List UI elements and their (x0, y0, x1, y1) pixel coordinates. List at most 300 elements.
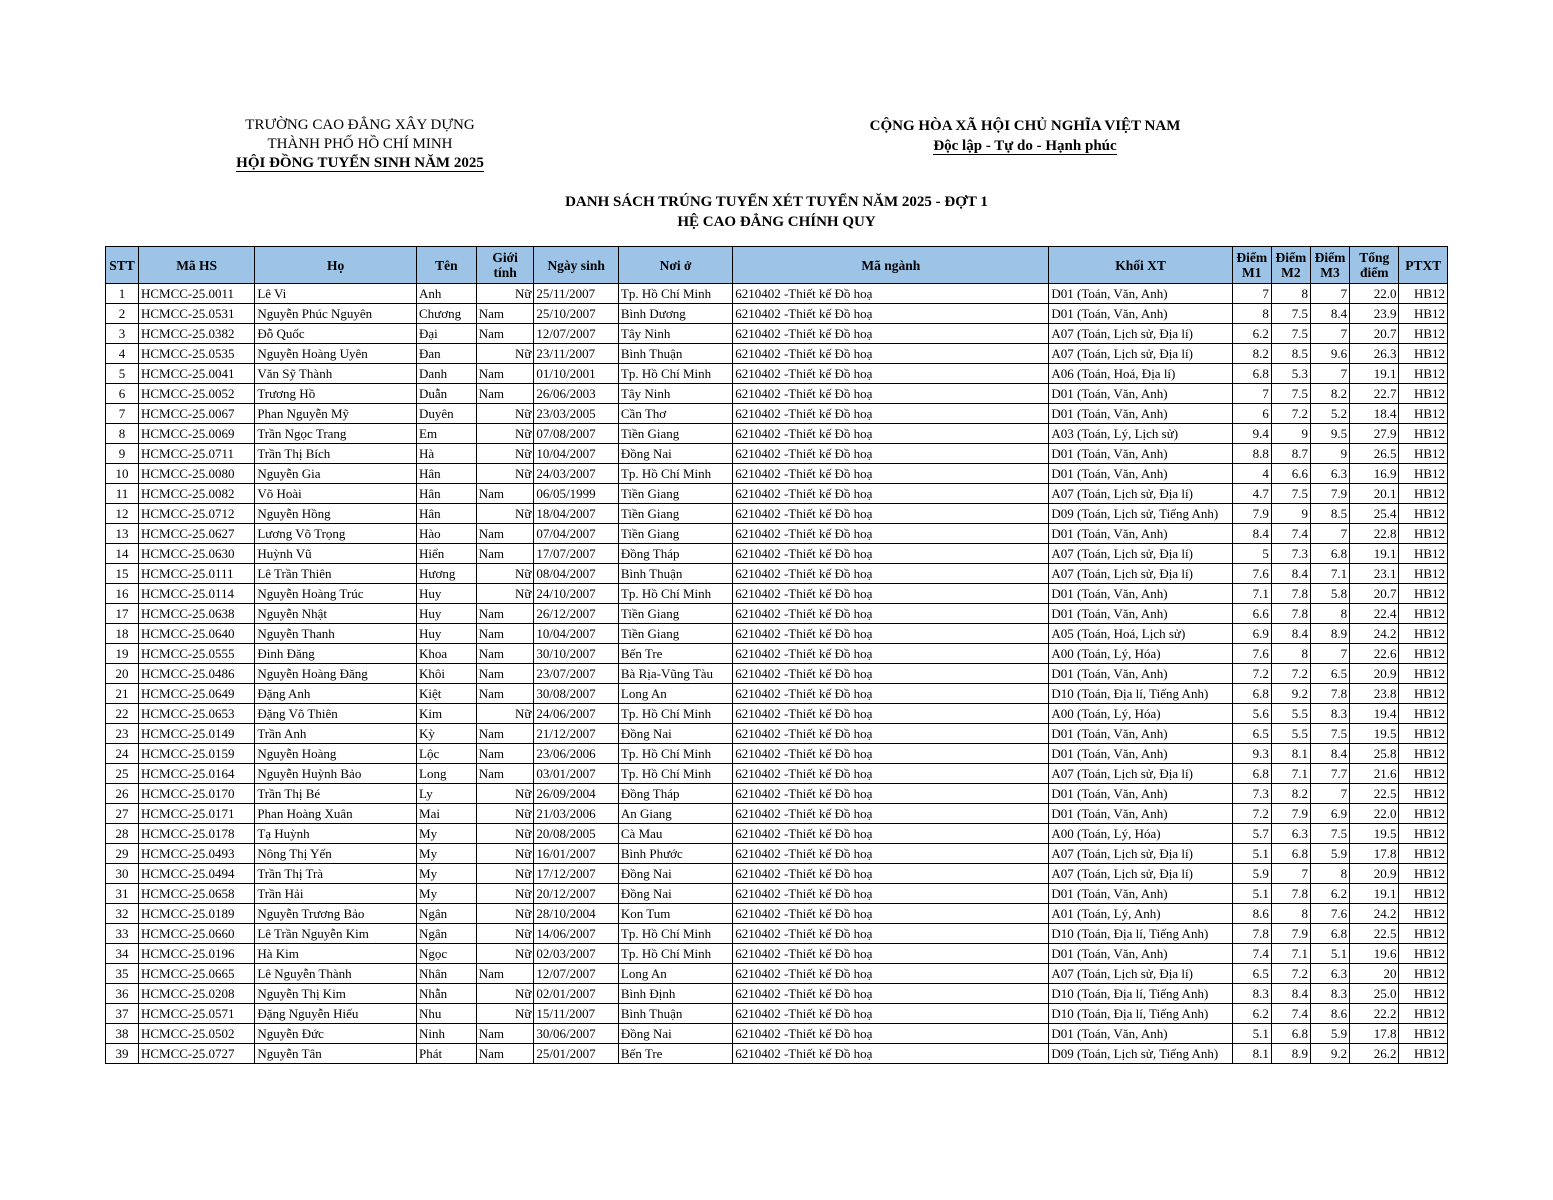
ten-cell: Huy (417, 624, 477, 644)
gioi-tinh-cell: Nam (476, 604, 534, 624)
ptxt-cell: HB12 (1399, 1004, 1448, 1024)
ten-cell: My (417, 864, 477, 884)
m3-cell: 7 (1310, 644, 1349, 664)
ho-cell: Lương Võ Trọng (255, 524, 417, 544)
stt-cell: 14 (106, 544, 139, 564)
m2-cell: 6.8 (1271, 1024, 1310, 1044)
ma-hs-cell: HCMCC-25.0711 (138, 444, 254, 464)
m2-cell: 9.2 (1271, 684, 1310, 704)
ten-cell: Anh (417, 284, 477, 304)
ma-nganh-cell: 6210402 -Thiết kế Đồ hoạ (733, 284, 1049, 304)
ma-nganh-cell: 6210402 -Thiết kế Đồ hoạ (733, 384, 1049, 404)
m3-cell: 8.4 (1310, 744, 1349, 764)
table-row (106, 344, 1448, 364)
admission-table (105, 246, 1448, 1064)
m3-cell: 6.8 (1310, 924, 1349, 944)
ho-cell: Lê Trần Nguyễn Kim (255, 924, 417, 944)
m2-cell: 7.5 (1271, 484, 1310, 504)
org-line-2: THÀNH PHỐ HỒ CHÍ MINH (267, 136, 453, 152)
ma-nganh-cell: 6210402 -Thiết kế Đồ hoạ (733, 644, 1049, 664)
m1-cell: 7 (1232, 384, 1271, 404)
stt-cell: 18 (106, 624, 139, 644)
noi-o-cell: Bà Rịa-Vũng Tàu (618, 664, 732, 684)
table-row (106, 564, 1448, 584)
tong-diem-cell: 26.2 (1350, 1044, 1399, 1064)
noi-o-cell: Bình Thuận (618, 564, 732, 584)
ngay-sinh-cell: 23/06/2006 (534, 744, 618, 764)
table-row (106, 484, 1448, 504)
ma-nganh-cell: 6210402 -Thiết kế Đồ hoạ (733, 484, 1049, 504)
stt-cell: 35 (106, 964, 139, 984)
stt-cell: 8 (106, 424, 139, 444)
m3-cell: 8.3 (1310, 704, 1349, 724)
m1-cell: 8.8 (1232, 444, 1271, 464)
ho-cell: Huỳnh Vũ (255, 544, 417, 564)
noi-o-cell: Đồng Nai (618, 444, 732, 464)
ma-hs-cell: HCMCC-25.0069 (138, 424, 254, 444)
m2-cell: 6.6 (1271, 464, 1310, 484)
org-line-3 (200, 154, 520, 173)
ngay-sinh-cell: 01/10/2001 (534, 364, 618, 384)
tong-diem-cell: 17.8 (1350, 844, 1399, 864)
gioi-tinh-cell: Nữ (476, 864, 534, 884)
ptxt-cell: HB12 (1399, 664, 1448, 684)
ho-cell: Lê Vi (255, 284, 417, 304)
table-row (106, 704, 1448, 724)
ma-nganh-cell: 6210402 -Thiết kế Đồ hoạ (733, 1044, 1049, 1064)
m1-cell: 6.8 (1232, 364, 1271, 384)
gioi-tinh-cell: Nữ (476, 944, 534, 964)
ma-nganh-cell: 6210402 -Thiết kế Đồ hoạ (733, 804, 1049, 824)
stt-cell: 22 (106, 704, 139, 724)
ma-hs-cell: HCMCC-25.0535 (138, 344, 254, 364)
m2-cell: 7.5 (1271, 304, 1310, 324)
m1-cell: 5.1 (1232, 884, 1271, 904)
noi-o-cell: Bình Định (618, 984, 732, 1004)
ptxt-cell: HB12 (1399, 484, 1448, 504)
stt-cell: 25 (106, 764, 139, 784)
ma-hs-cell: HCMCC-25.0080 (138, 464, 254, 484)
ma-hs-cell: HCMCC-25.0627 (138, 524, 254, 544)
khoi-xt-cell: A00 (Toán, Lý, Hóa) (1049, 644, 1232, 664)
title-line-1: DANH SÁCH TRÚNG TUYỂN XÉT TUYỂN NĂM 2025 - ĐỢT 1 (565, 194, 988, 210)
ten-cell: Nhân (417, 964, 477, 984)
khoi-xt-cell: A00 (Toán, Lý, Hóa) (1049, 824, 1232, 844)
ma-hs-cell: HCMCC-25.0660 (138, 924, 254, 944)
ptxt-cell: HB12 (1399, 444, 1448, 464)
gioi-tinh-cell: Nữ (476, 984, 534, 1004)
table-row (106, 624, 1448, 644)
col-ho: Họ (255, 247, 417, 284)
table-row (106, 284, 1448, 304)
ma-nganh-cell: 6210402 -Thiết kế Đồ hoạ (733, 924, 1049, 944)
stt-cell: 32 (106, 904, 139, 924)
m1-cell: 5 (1232, 544, 1271, 564)
tong-diem-cell: 22.5 (1350, 784, 1399, 804)
khoi-xt-cell: D01 (Toán, Văn, Anh) (1049, 384, 1232, 404)
noi-o-cell: Đồng Tháp (618, 784, 732, 804)
ngay-sinh-cell: 10/04/2007 (534, 444, 618, 464)
noi-o-cell: Cần Thơ (618, 404, 732, 424)
ho-cell: Trần Thị Bé (255, 784, 417, 804)
col-m3-line-2: M3 (1320, 265, 1340, 280)
khoi-xt-cell: A07 (Toán, Lịch sử, Địa lí) (1049, 564, 1232, 584)
ma-hs-cell: HCMCC-25.0208 (138, 984, 254, 1004)
m2-cell: 7.8 (1271, 884, 1310, 904)
ngay-sinh-cell: 28/10/2004 (534, 904, 618, 924)
ma-nganh-cell: 6210402 -Thiết kế Đồ hoạ (733, 704, 1049, 724)
ptxt-cell: HB12 (1399, 984, 1448, 1004)
ma-nganh-cell: 6210402 -Thiết kế Đồ hoạ (733, 884, 1049, 904)
ptxt-cell: HB12 (1399, 584, 1448, 604)
gioi-tinh-cell: Nam (476, 684, 534, 704)
khoi-xt-cell: D01 (Toán, Văn, Anh) (1049, 804, 1232, 824)
m2-cell: 7.9 (1271, 804, 1310, 824)
noi-o-cell: Tiền Giang (618, 604, 732, 624)
ma-hs-cell: HCMCC-25.0082 (138, 484, 254, 504)
tong-diem-cell: 23.8 (1350, 684, 1399, 704)
tong-diem-cell: 24.2 (1350, 904, 1399, 924)
m3-cell: 8 (1310, 864, 1349, 884)
col-ptxt: PTXT (1399, 247, 1448, 284)
tong-diem-cell: 24.2 (1350, 624, 1399, 644)
tong-diem-cell: 17.8 (1350, 1024, 1399, 1044)
m1-cell: 5.1 (1232, 1024, 1271, 1044)
m3-cell: 7.7 (1310, 764, 1349, 784)
m3-cell: 9.6 (1310, 344, 1349, 364)
m1-cell: 5.6 (1232, 704, 1271, 724)
col-diem-m1 (1232, 247, 1271, 284)
ptxt-cell: HB12 (1399, 544, 1448, 564)
noi-o-cell: Tiền Giang (618, 524, 732, 544)
ptxt-cell: HB12 (1399, 564, 1448, 584)
ngay-sinh-cell: 14/06/2007 (534, 924, 618, 944)
khoi-xt-cell: A07 (Toán, Lịch sử, Địa lí) (1049, 484, 1232, 504)
ma-hs-cell: HCMCC-25.0171 (138, 804, 254, 824)
ptxt-cell: HB12 (1399, 284, 1448, 304)
table-row (106, 524, 1448, 544)
m2-cell: 8 (1271, 644, 1310, 664)
ho-cell: Lê Trần Thiên (255, 564, 417, 584)
ngay-sinh-cell: 20/08/2005 (534, 824, 618, 844)
ma-nganh-cell: 6210402 -Thiết kế Đồ hoạ (733, 724, 1049, 744)
stt-cell: 5 (106, 364, 139, 384)
ngay-sinh-cell: 16/01/2007 (534, 844, 618, 864)
m2-cell: 8 (1271, 284, 1310, 304)
gioi-tinh-cell: Nữ (476, 804, 534, 824)
ngay-sinh-cell: 10/04/2007 (534, 624, 618, 644)
ma-hs-cell: HCMCC-25.0665 (138, 964, 254, 984)
noi-o-cell: Tp. Hồ Chí Minh (618, 364, 732, 384)
table-row (106, 504, 1448, 524)
khoi-xt-cell: A07 (Toán, Lịch sử, Địa lí) (1049, 764, 1232, 784)
m3-cell: 5.9 (1310, 844, 1349, 864)
gioi-tinh-cell: Nữ (476, 704, 534, 724)
gioi-tinh-cell: Nữ (476, 924, 534, 944)
ma-nganh-cell: 6210402 -Thiết kế Đồ hoạ (733, 324, 1049, 344)
ma-nganh-cell: 6210402 -Thiết kế Đồ hoạ (733, 964, 1049, 984)
ten-cell: Phát (417, 1044, 477, 1064)
ptxt-cell: HB12 (1399, 624, 1448, 644)
m2-cell: 7.8 (1271, 604, 1310, 624)
ho-cell: Võ Hoài (255, 484, 417, 504)
tong-diem-cell: 26.5 (1350, 444, 1399, 464)
khoi-xt-cell: A07 (Toán, Lịch sử, Địa lí) (1049, 844, 1232, 864)
m3-cell: 8.3 (1310, 984, 1349, 1004)
ngay-sinh-cell: 26/12/2007 (534, 604, 618, 624)
ngay-sinh-cell: 30/08/2007 (534, 684, 618, 704)
m2-cell: 9 (1271, 424, 1310, 444)
ten-cell: Chương (417, 304, 477, 324)
ma-hs-cell: HCMCC-25.0189 (138, 904, 254, 924)
gioi-tinh-cell: Nữ (476, 404, 534, 424)
m3-cell: 8.4 (1310, 304, 1349, 324)
ho-cell: Trương Hồ (255, 384, 417, 404)
ptxt-cell: HB12 (1399, 744, 1448, 764)
gioi-tinh-cell: Nam (476, 964, 534, 984)
table-row (106, 464, 1448, 484)
ma-hs-cell: HCMCC-25.0114 (138, 584, 254, 604)
ngay-sinh-cell: 23/03/2005 (534, 404, 618, 424)
table-row (106, 604, 1448, 624)
table-row (106, 744, 1448, 764)
ma-hs-cell: HCMCC-25.0011 (138, 284, 254, 304)
tong-diem-cell: 19.1 (1350, 544, 1399, 564)
ma-hs-cell: HCMCC-25.0164 (138, 764, 254, 784)
m2-cell: 7.5 (1271, 324, 1310, 344)
noi-o-cell: Đồng Nai (618, 1024, 732, 1044)
col-tong-diem (1350, 247, 1399, 284)
ho-cell: Tạ Huỳnh (255, 824, 417, 844)
khoi-xt-cell: D01 (Toán, Văn, Anh) (1049, 524, 1232, 544)
noi-o-cell: Tiền Giang (618, 484, 732, 504)
khoi-xt-cell: A01 (Toán, Lý, Anh) (1049, 904, 1232, 924)
noi-o-cell: Tp. Hồ Chí Minh (618, 764, 732, 784)
ho-cell: Nguyễn Thanh (255, 624, 417, 644)
ma-nganh-cell: 6210402 -Thiết kế Đồ hoạ (733, 984, 1049, 1004)
m3-cell: 6.3 (1310, 964, 1349, 984)
ma-nganh-cell: 6210402 -Thiết kế Đồ hoạ (733, 344, 1049, 364)
khoi-xt-cell: D01 (Toán, Văn, Anh) (1049, 944, 1232, 964)
ngay-sinh-cell: 15/11/2007 (534, 1004, 618, 1024)
ten-cell: Danh (417, 364, 477, 384)
tong-diem-cell: 20.7 (1350, 584, 1399, 604)
gioi-tinh-cell: Nữ (476, 824, 534, 844)
khoi-xt-cell: D01 (Toán, Văn, Anh) (1049, 664, 1232, 684)
gioi-tinh-cell: Nữ (476, 444, 534, 464)
stt-cell: 17 (106, 604, 139, 624)
stt-cell: 26 (106, 784, 139, 804)
table-row (106, 984, 1448, 1004)
khoi-xt-cell: A03 (Toán, Lý, Lịch sử) (1049, 424, 1232, 444)
stt-cell: 31 (106, 884, 139, 904)
tong-diem-cell: 22.5 (1350, 924, 1399, 944)
ma-nganh-cell: 6210402 -Thiết kế Đồ hoạ (733, 764, 1049, 784)
tong-diem-cell: 26.3 (1350, 344, 1399, 364)
gioi-tinh-cell: Nữ (476, 1004, 534, 1024)
m2-cell: 5.5 (1271, 724, 1310, 744)
table-row (106, 1004, 1448, 1024)
ten-cell: Hương (417, 564, 477, 584)
ma-nganh-cell: 6210402 -Thiết kế Đồ hoạ (733, 1004, 1049, 1024)
ten-cell: Ngân (417, 924, 477, 944)
ten-cell: Nhẫn (417, 984, 477, 1004)
ngay-sinh-cell: 26/09/2004 (534, 784, 618, 804)
stt-cell: 7 (106, 404, 139, 424)
ptxt-cell: HB12 (1399, 784, 1448, 804)
ma-nganh-cell: 6210402 -Thiết kế Đồ hoạ (733, 664, 1049, 684)
ma-nganh-cell: 6210402 -Thiết kế Đồ hoạ (733, 944, 1049, 964)
ma-nganh-cell: 6210402 -Thiết kế Đồ hoạ (733, 904, 1049, 924)
khoi-xt-cell: D09 (Toán, Lịch sử, Tiếng Anh) (1049, 1044, 1232, 1064)
table-row (106, 544, 1448, 564)
ptxt-cell: HB12 (1399, 644, 1448, 664)
noi-o-cell: Cà Mau (618, 824, 732, 844)
noi-o-cell: Đồng Nai (618, 864, 732, 884)
table-row (106, 924, 1448, 944)
gioi-tinh-cell: Nam (476, 484, 534, 504)
ptxt-cell: HB12 (1399, 384, 1448, 404)
khoi-xt-cell: A07 (Toán, Lịch sử, Địa lí) (1049, 324, 1232, 344)
tong-diem-cell: 22.6 (1350, 644, 1399, 664)
tong-diem-cell: 18.4 (1350, 404, 1399, 424)
nation-line-2 (820, 136, 1230, 156)
noi-o-cell: Tp. Hồ Chí Minh (618, 944, 732, 964)
ten-cell: Duẫn (417, 384, 477, 404)
ma-hs-cell: HCMCC-25.0382 (138, 324, 254, 344)
ma-nganh-cell: 6210402 -Thiết kế Đồ hoạ (733, 784, 1049, 804)
stt-cell: 1 (106, 284, 139, 304)
noi-o-cell: Bình Thuận (618, 1004, 732, 1024)
m3-cell: 7.9 (1310, 484, 1349, 504)
tong-diem-cell: 22.2 (1350, 1004, 1399, 1024)
stt-cell: 27 (106, 804, 139, 824)
noi-o-cell: Tp. Hồ Chí Minh (618, 924, 732, 944)
m3-cell: 9.5 (1310, 424, 1349, 444)
stt-cell: 2 (106, 304, 139, 324)
m1-cell: 8.6 (1232, 904, 1271, 924)
ho-cell: Nguyễn Huỳnh Bảo (255, 764, 417, 784)
noi-o-cell: Tp. Hồ Chí Minh (618, 464, 732, 484)
noi-o-cell: Đồng Nai (618, 884, 732, 904)
ptxt-cell: HB12 (1399, 404, 1448, 424)
m3-cell: 8.6 (1310, 1004, 1349, 1024)
m3-cell: 7.1 (1310, 564, 1349, 584)
ptxt-cell: HB12 (1399, 364, 1448, 384)
col-khoi-xt: Khối XT (1049, 247, 1232, 284)
ma-nganh-cell: 6210402 -Thiết kế Đồ hoạ (733, 544, 1049, 564)
ho-cell: Trần Thị Bích (255, 444, 417, 464)
stt-cell: 29 (106, 844, 139, 864)
ma-hs-cell: HCMCC-25.0555 (138, 644, 254, 664)
table-row (106, 324, 1448, 344)
khoi-xt-cell: A07 (Toán, Lịch sử, Địa lí) (1049, 864, 1232, 884)
ho-cell: Đặng Anh (255, 684, 417, 704)
m2-cell: 9 (1271, 504, 1310, 524)
ten-cell: Kim (417, 704, 477, 724)
stt-cell: 33 (106, 924, 139, 944)
m1-cell: 7.3 (1232, 784, 1271, 804)
khoi-xt-cell: D01 (Toán, Văn, Anh) (1049, 1024, 1232, 1044)
m2-cell: 8 (1271, 904, 1310, 924)
tong-diem-cell: 27.9 (1350, 424, 1399, 444)
tong-diem-cell: 20.9 (1350, 664, 1399, 684)
org-line-1: TRƯỜNG CAO ĐẲNG XÂY DỰNG (245, 117, 475, 133)
tong-diem-cell: 16.9 (1350, 464, 1399, 484)
m3-cell: 8 (1310, 604, 1349, 624)
document-title (0, 192, 1553, 232)
col-ngay-sinh: Ngày sinh (534, 247, 618, 284)
ngay-sinh-cell: 18/04/2007 (534, 504, 618, 524)
ma-hs-cell: HCMCC-25.0531 (138, 304, 254, 324)
m1-cell: 6.2 (1232, 1004, 1271, 1024)
m1-cell: 8.1 (1232, 1044, 1271, 1064)
ma-hs-cell: HCMCC-25.0196 (138, 944, 254, 964)
m3-cell: 7 (1310, 784, 1349, 804)
ho-cell: Đinh Đăng (255, 644, 417, 664)
col-tong-line-2: điểm (1360, 265, 1389, 280)
ma-nganh-cell: 6210402 -Thiết kế Đồ hoạ (733, 444, 1049, 464)
khoi-xt-cell: D01 (Toán, Văn, Anh) (1049, 884, 1232, 904)
table-row (106, 844, 1448, 864)
ptxt-cell: HB12 (1399, 844, 1448, 864)
tong-diem-cell: 22.8 (1350, 524, 1399, 544)
gioi-tinh-cell: Nữ (476, 504, 534, 524)
m2-cell: 7.4 (1271, 524, 1310, 544)
ma-hs-cell: HCMCC-25.0493 (138, 844, 254, 864)
gioi-tinh-cell: Nữ (476, 904, 534, 924)
ma-hs-cell: HCMCC-25.0159 (138, 744, 254, 764)
ngay-sinh-cell: 25/01/2007 (534, 1044, 618, 1064)
m2-cell: 7.2 (1271, 404, 1310, 424)
m1-cell: 7.6 (1232, 644, 1271, 664)
table-row (106, 724, 1448, 744)
stt-cell: 12 (106, 504, 139, 524)
khoi-xt-cell: D10 (Toán, Địa lí, Tiếng Anh) (1049, 1004, 1232, 1024)
stt-cell: 36 (106, 984, 139, 1004)
col-m2-line-1: Điểm (1275, 250, 1307, 265)
tong-diem-cell: 25.4 (1350, 504, 1399, 524)
tong-diem-cell: 19.4 (1350, 704, 1399, 724)
col-ma-nganh: Mã ngành (733, 247, 1049, 284)
ho-cell: Nguyễn Hoàng Trúc (255, 584, 417, 604)
ngay-sinh-cell: 12/07/2007 (534, 324, 618, 344)
ten-cell: Lộc (417, 744, 477, 764)
noi-o-cell: Tiền Giang (618, 424, 732, 444)
ma-nganh-cell: 6210402 -Thiết kế Đồ hoạ (733, 584, 1049, 604)
m1-cell: 4.7 (1232, 484, 1271, 504)
khoi-xt-cell: D10 (Toán, Địa lí, Tiếng Anh) (1049, 924, 1232, 944)
table-row (106, 904, 1448, 924)
ngay-sinh-cell: 24/03/2007 (534, 464, 618, 484)
noi-o-cell: Tp. Hồ Chí Minh (618, 584, 732, 604)
stt-cell: 11 (106, 484, 139, 504)
ho-cell: Nông Thị Yến (255, 844, 417, 864)
m1-cell: 6.5 (1232, 964, 1271, 984)
ngay-sinh-cell: 25/10/2007 (534, 304, 618, 324)
m2-cell: 6.8 (1271, 844, 1310, 864)
ten-cell: Long (417, 764, 477, 784)
noi-o-cell: Long An (618, 964, 732, 984)
noi-o-cell: Bình Phước (618, 844, 732, 864)
ngay-sinh-cell: 30/06/2007 (534, 1024, 618, 1044)
m3-cell: 8.5 (1310, 504, 1349, 524)
ten-cell: Ngọc (417, 944, 477, 964)
table-row (106, 364, 1448, 384)
stt-cell: 30 (106, 864, 139, 884)
gioi-tinh-cell: Nam (476, 644, 534, 664)
m3-cell: 7.5 (1310, 724, 1349, 744)
